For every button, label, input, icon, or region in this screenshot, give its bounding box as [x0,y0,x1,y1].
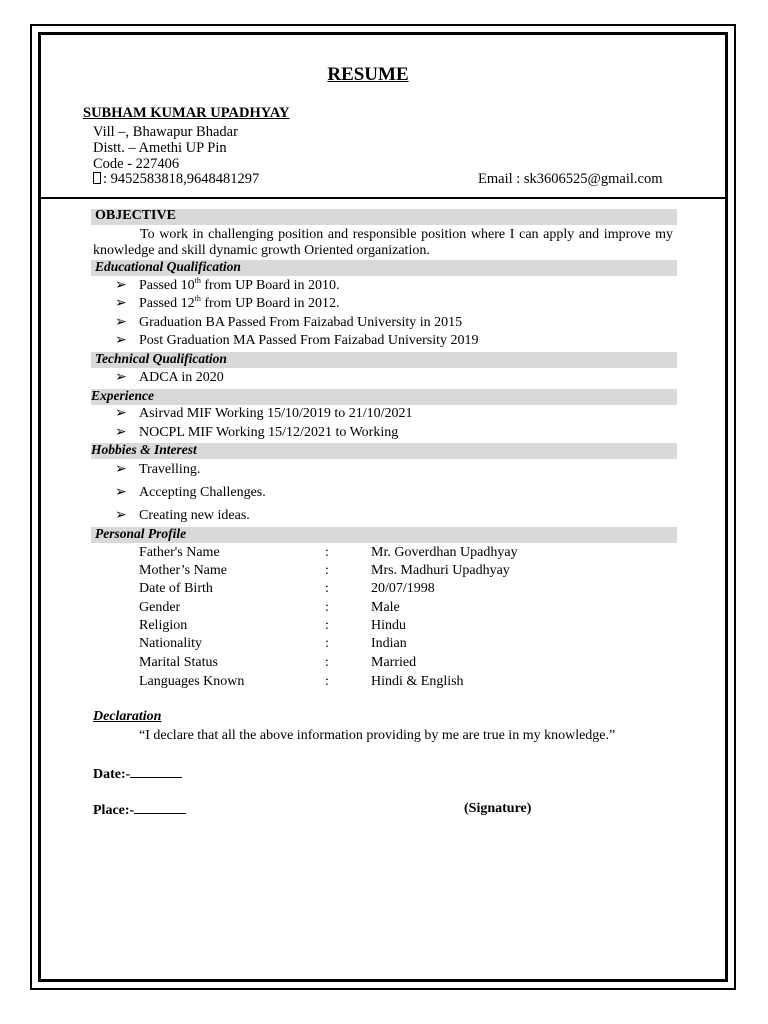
bullet-icon: ➢ [115,462,127,477]
personal-colon: : [325,563,329,578]
education-item-superscript: th [194,276,201,285]
date-field [93,765,182,783]
bullet-icon: ➢ [115,425,127,440]
hobbies-heading: Hobbies & Interest [91,442,197,457]
email-line: Email : sk3606525@gmail.com [478,171,663,187]
bullet-icon: ➢ [115,278,127,293]
personal-label: Father's Name [139,545,220,560]
hobbies-item: Travelling. [139,462,201,477]
personal-colon: : [325,545,329,560]
address-line-1: Vill –, Bhawapur Bhadar [93,124,238,140]
education-item-text: Passed 12 [139,296,195,311]
bullet-icon: ➢ [115,370,127,385]
personal-label: Marital Status [139,655,218,670]
education-heading: Educational Qualification [95,259,241,274]
phone-number: : 9452583818,9648481297 [103,171,260,187]
education-item-text-cont: from UP Board in 2012. [200,296,340,311]
address-line-3: Code - 227406 [93,156,180,172]
experience-item: Asirvad MIF Working 15/10/2019 to 21/10/2021 [139,406,413,421]
personal-heading: Personal Profile [95,526,187,541]
personal-value: Hindi & English [371,674,464,689]
personal-colon: : [325,581,329,596]
education-item [139,278,340,294]
date-blank-line [130,765,182,778]
personal-colon: : [325,600,329,615]
header-divider [38,197,728,199]
personal-label: Religion [139,618,188,633]
objective-band [91,209,677,225]
personal-label: Mother’s Name [139,563,227,578]
objective-text: To work in challenging position and responsible position where I can apply and improve my knowledge and skill dynamic growth Oriented organization. [93,227,673,258]
experience-heading: Experience [91,388,154,403]
technical-item: ADCA in 2020 [139,370,224,385]
hobbies-item: Accepting Challenges. [139,485,266,500]
resume-title: RESUME [327,64,409,85]
education-item-text: Graduation BA Passed From Faizabad University in 2015 [139,315,463,330]
personal-colon: : [325,636,329,651]
personal-value: Hindu [371,618,406,633]
education-item [139,296,340,312]
signature-label: (Signature) [464,801,532,816]
education-item-text: Post Graduation MA Passed From Faizabad University 2019 [139,333,479,348]
bullet-icon: ➢ [115,296,127,311]
personal-label: Languages Known [139,674,245,689]
place-field [93,801,186,819]
personal-value: Mrs. Madhuri Upadhyay [371,563,510,578]
bullet-icon: ➢ [115,333,127,348]
place-blank-line [134,801,186,814]
personal-value: Mr. Goverdhan Upadhyay [371,545,518,560]
personal-value: Male [371,600,400,615]
education-item-superscript: th [194,294,201,303]
address-line-2: Distt. – Amethi UP Pin [93,140,227,156]
phone-icon [93,172,101,184]
personal-colon: : [325,618,329,633]
place-label: Place:- [93,803,135,818]
declaration-text: “I declare that all the above information providing by me are true in my knowledge.” [139,728,616,743]
technical-heading: Technical Qualification [95,351,227,366]
personal-label: Gender [139,600,181,615]
experience-item: NOCPL MIF Working 15/12/2021 to Working [139,425,399,440]
personal-label: Date of Birth [139,581,213,596]
bullet-icon: ➢ [115,315,127,330]
bullet-icon: ➢ [115,406,127,421]
date-label: Date:- [93,767,131,782]
hobbies-item: Creating new ideas. [139,508,250,523]
declaration-heading: Declaration [93,709,162,724]
personal-colon: : [325,674,329,689]
education-item [139,333,478,349]
education-item [139,315,462,331]
personal-colon: : [325,655,329,670]
bullet-icon: ➢ [115,485,127,500]
phone-line [93,171,259,188]
candidate-name: SUBHAM KUMAR UPADHYAY [83,105,290,121]
personal-value: Married [371,655,417,670]
objective-heading: OBJECTIVE [95,208,176,223]
education-item-text-cont: from UP Board in 2010. [200,278,340,293]
bullet-icon: ➢ [115,508,127,523]
personal-value: 20/07/1998 [371,581,435,596]
personal-label: Nationality [139,636,202,651]
education-item-text: Passed 10 [139,278,195,293]
experience-band [91,389,677,405]
personal-value: Indian [371,636,407,651]
